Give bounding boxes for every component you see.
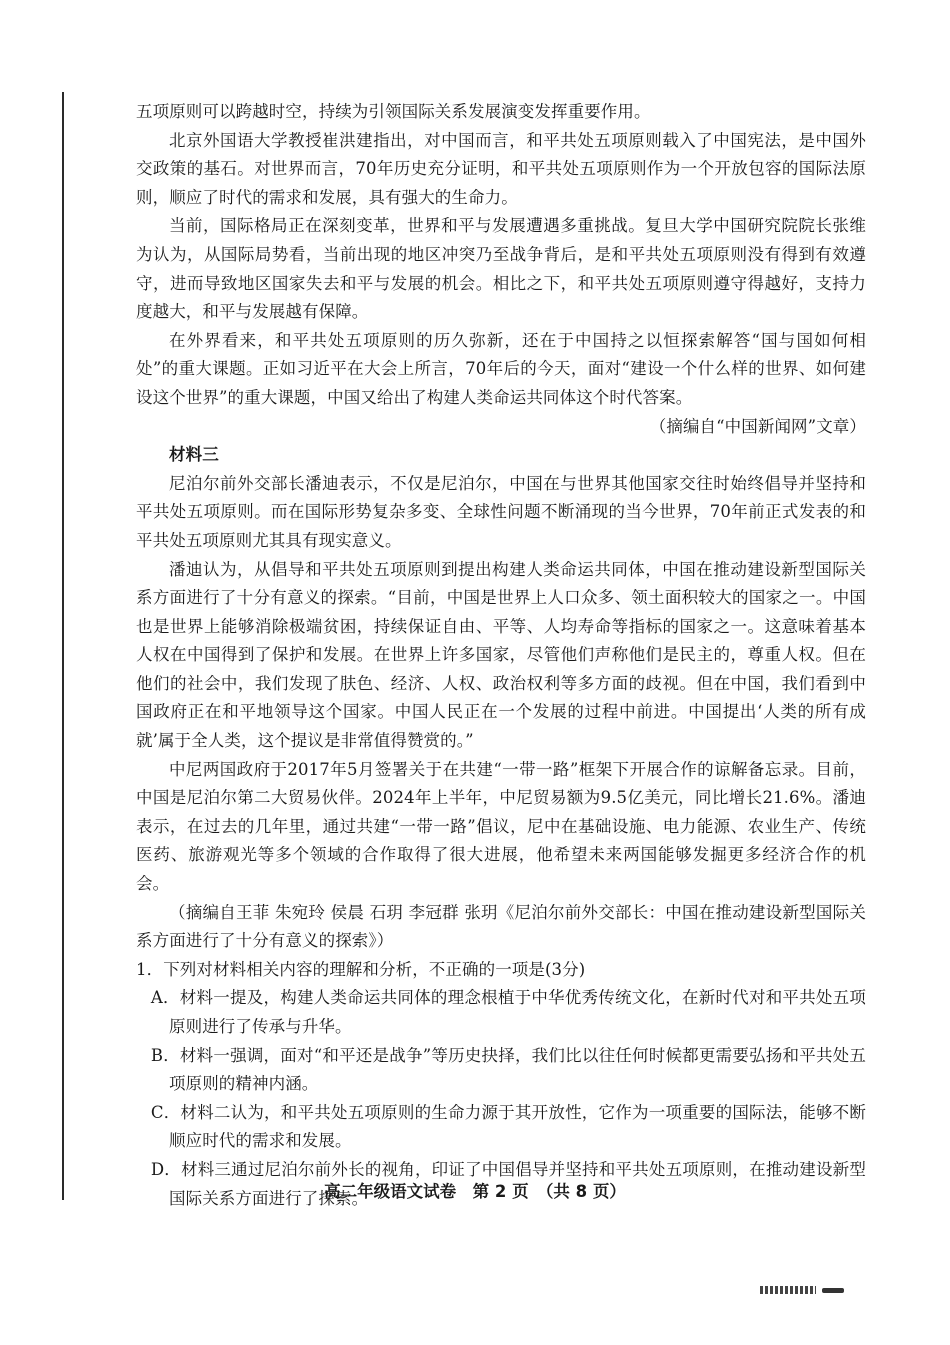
- stamp-bar: [822, 1288, 844, 1293]
- corner-stamp: [760, 1284, 870, 1296]
- option-c: C．材料二认为，和平共处五项原则的生命力源于其开放性，它作为一项重要的国际法，能够不断顺应时代的需求和发展。: [150, 1102, 866, 1151]
- paragraph-1: 五项原则可以跨越时空，持续为引领国际关系发展演变发挥重要作用。: [136, 102, 651, 121]
- barcode-mark: [760, 1286, 816, 1294]
- paragraph-7: 中尼两国政府于2017年5月签署关于在共建“一带一路”框架下开展合作的谅解备忘录。目前，中国是尼泊尔第二大贸易伙伴。2024年上半年，中尼贸易额为9.5亿美元，同比增长21.6%。潘迪表示，在过去的几年里，通过共建“一带一路”倡议，尼中在基础设施、电力能源、农业生产、传统医药、旅游观光等多个领域的合作取得了很大进展，他希望未来两国能够发掘更多经济合作的机会。: [136, 759, 866, 894]
- paragraph-6: 潘迪认为，从倡导和平共处五项原则到提出构建人类命运共同体，中国在推动建设新型国际关系方面进行了十分有意义的探索。“目前，中国是世界上人口众多、领土面积较大的国家之一。中国也是世界上能够消除极端贫困，持续保证自由、平等、人均寿命等指标的国家之一。这意味着基本人权在中国得到了保护和发展。在世界上许多国家，尽管他们声称他们是民主的，尊重人权。但在他们的社会中，我们发现了肤色、经济、人权、政治权利等多方面的歧视。但在中国，我们看到中国政府正在和平地领导这个国家。中国人民正在一个发展的过程中前进。中国提出‘人类的所有成就’属于全人类，这个提议是非常值得赞赏的。”: [136, 559, 866, 751]
- paragraph-5: 尼泊尔前外交部长潘迪表示，不仅是尼泊尔，中国在与世界其他国家交往时始终倡导并坚持和平共处五项原则。而在国际形势复杂多变、全球性问题不断涌现的当今世界，70年前正式发表的和平共处五项原则尤其具有现实意义。: [136, 473, 866, 550]
- page-footer: 高二年级语文试卷 第 2 页 （共 8 页）: [324, 1182, 626, 1201]
- source-citation-2: （摘编自“中国新闻网”文章）: [649, 416, 866, 436]
- margin-line: [62, 92, 64, 1200]
- paragraph-3: 当前，国际格局正在深刻变革，世界和平与发展遭遇多重挑战。复旦大学中国研究院院长张维为认为，从国际局势看，当前出现的地区冲突乃至战争背后，是和平共处五项原则没有得到有效遵守，进而导致地区国家失去和平与发展的机会。相比之下，和平共处五项原则遵守得越好，支持力度越大，和平与发展越有保障。: [136, 216, 866, 322]
- paragraph-4: 在外界看来，和平共处五项原则的历久弥新，还在于中国持之以恒探索解答“国与国如何相处”的重大课题。正如习近平在大会上所言，70年后的今天，面对“建设一个什么样的世界、如何建设这个世界”的重大课题，中国又给出了构建人类命运共同体这个时代答案。: [136, 330, 866, 407]
- source-citation-3: （摘编自王菲 朱宛玲 侯晨 石玥 李冠群 张玥《尼泊尔前外交部长：中国在推动建设新型国际关系方面进行了十分有意义的探索》）: [136, 902, 866, 951]
- option-d: D．材料三通过尼泊尔前外长的视角，印证了中国倡导并坚持和平共处五项原则，在推动建设新型国际关系方面进行了探索。: [150, 1159, 866, 1208]
- paragraph-2: 北京外国语大学教授崔洪建指出，对中国而言，和平共处五项原则载入了中国宪法，是中国外交政策的基石。对世界而言，70年历史充分证明，和平共处五项原则作为一个开放包容的国际法原则，顺应了时代的需求和发展，具有强大的生命力。: [136, 130, 866, 207]
- question-1-stem: 1．下列对材料相关内容的理解和分析，不正确的一项是(3分): [136, 959, 586, 979]
- option-b: B．材料一强调，面对“和平还是战争”等历史抉择，我们比以往任何时候都更需要弘扬和平共处五项原则的精神内涵。: [150, 1045, 866, 1094]
- exam-content: [136, 98, 866, 1213]
- option-a: A．材料一提及，构建人类命运共同体的理念根植于中华优秀传统文化，在新时代对和平共处五项原则进行了传承与升华。: [150, 988, 866, 1036]
- material-3-heading: 材料三: [169, 445, 219, 465]
